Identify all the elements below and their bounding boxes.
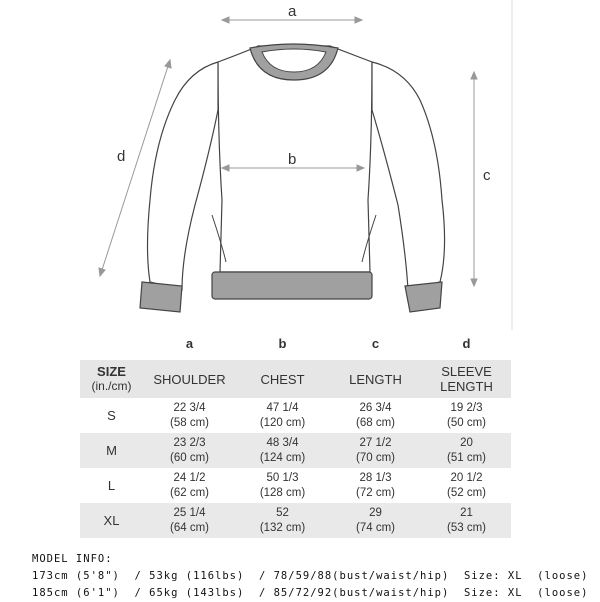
dimension-c [471,72,477,286]
cell-shoulder [143,398,236,433]
cell-length [329,468,422,503]
size-unit: (in./cm) [91,379,132,393]
cell-cm: (50 cm) [447,416,486,429]
cell-cm: (52 cm) [447,486,486,499]
right-sleeve [372,62,445,290]
cell-inches: 28 1/3 [359,471,392,484]
header-length: LENGTH [329,360,422,398]
model-info-line-2: 185cm (6'1") / 65kg (143lbs) / 85/72/92(bust/waist/hip) Size: XL (loose) [32,587,589,599]
cell-cm: (74 cm) [356,521,395,534]
cell-inches: 21 [460,506,473,519]
size-chart-table [80,327,511,538]
cell-cm: (128 cm) [259,486,306,499]
cell-sleeve [422,503,511,538]
cell-inches: 26 3/4 [359,401,392,414]
table-row [80,433,511,468]
dimension-label-c: c [483,167,491,184]
hem-rib [212,272,372,299]
dimension-label-b: b [288,151,297,168]
cell-inches: 48 3/4 [266,436,299,449]
cell-inches: 20 1/2 [450,471,483,484]
cell-inches: 52 [276,506,289,519]
cell-inches: 23 2/3 [173,436,206,449]
left-cuff [140,282,182,312]
column-letter-d: d [422,327,511,360]
right-cuff [405,282,442,312]
cell-cm: (62 cm) [170,486,209,499]
column-letter-b: b [236,327,329,360]
cell-inches: 19 2/3 [450,401,483,414]
row-size: S [80,398,143,433]
cell-inches: 29 [369,506,382,519]
row-size: M [80,433,143,468]
cell-sleeve [422,433,511,468]
cell-length [329,503,422,538]
model-info [32,551,592,602]
cell-cm: (132 cm) [259,521,306,534]
table-header-row [80,360,511,398]
cell-chest [236,398,329,433]
cell-chest [236,503,329,538]
cell-cm: (120 cm) [259,416,306,429]
cell-inches: 47 1/4 [266,401,299,414]
table-row [80,398,511,433]
model-info-title: MODEL INFO: [32,553,113,565]
table-letter-row [80,327,511,360]
header-shoulder: SHOULDER [143,360,236,398]
cell-inches: 20 [460,436,473,449]
cell-cm: (70 cm) [356,451,395,464]
cell-cm: (60 cm) [170,451,209,464]
header-sleeve-line1: SLEEVE [441,364,492,379]
cell-inches: 50 1/3 [266,471,299,484]
cell-cm: (53 cm) [447,521,486,534]
cell-chest [236,468,329,503]
cell-cm: (68 cm) [356,416,395,429]
cell-shoulder [143,503,236,538]
column-letter-c: c [329,327,422,360]
cell-length [329,433,422,468]
cell-inches: 25 1/4 [173,506,206,519]
dimension-label-a: a [288,3,297,20]
header-sleeve-length [422,360,511,398]
cell-cm: (72 cm) [356,486,395,499]
cell-inches: 27 1/2 [359,436,392,449]
cell-sleeve [422,398,511,433]
table-corner [80,327,143,360]
table-row [80,468,511,503]
dimension-label-d: d [117,148,126,165]
cell-chest [236,433,329,468]
cell-shoulder [143,433,236,468]
row-size: L [80,468,143,503]
model-info-line-1: 173cm (5'8") / 53kg (116lbs) / 78/59/88(bust/waist/hip) Size: XL (loose) [32,570,589,582]
cell-cm: (58 cm) [170,416,209,429]
table-row [80,503,511,538]
cell-sleeve [422,468,511,503]
size-title: SIZE [97,364,126,379]
cell-shoulder [143,468,236,503]
column-letter-a: a [143,327,236,360]
cell-length [329,398,422,433]
cell-cm: (51 cm) [447,451,486,464]
row-size: XL [80,503,143,538]
cell-inches: 24 1/2 [173,471,206,484]
size-header [80,360,143,398]
cell-cm: (64 cm) [170,521,209,534]
cell-inches: 22 3/4 [173,401,206,414]
cell-cm: (124 cm) [259,451,306,464]
header-chest: CHEST [236,360,329,398]
header-sleeve-line2: LENGTH [440,379,493,394]
